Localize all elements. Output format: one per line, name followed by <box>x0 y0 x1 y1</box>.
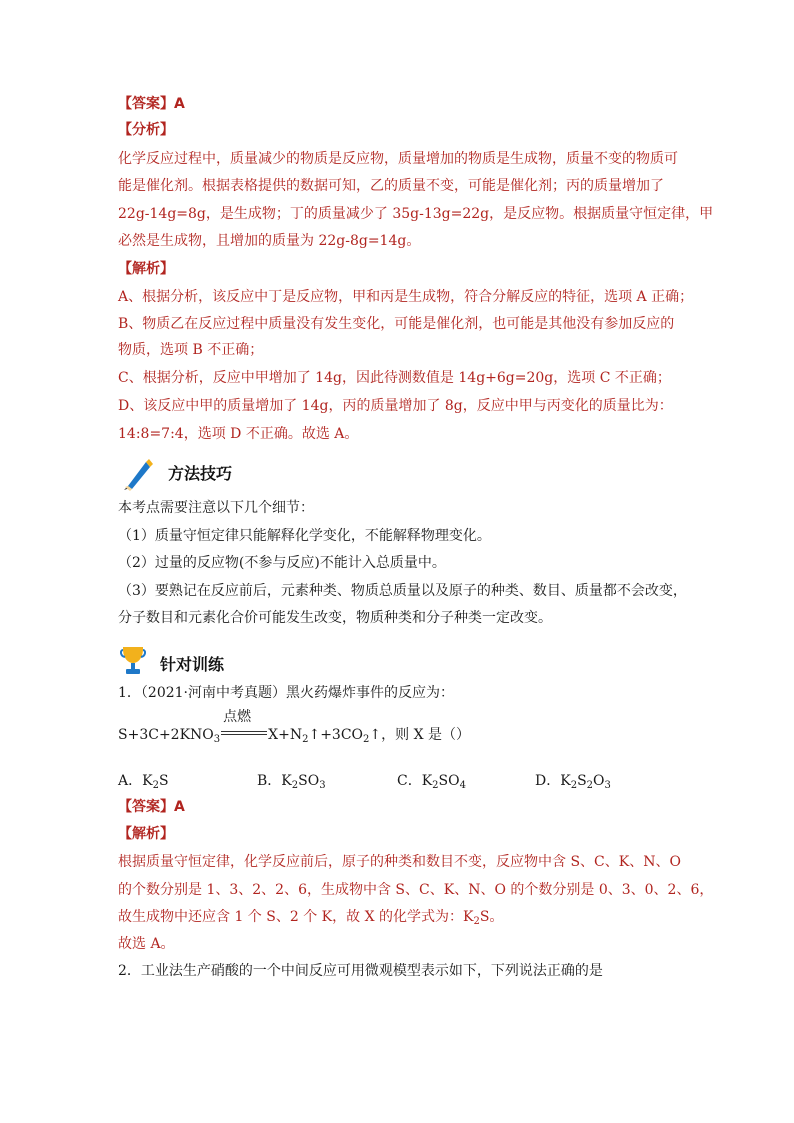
equation-product: ↑+3CO <box>308 727 364 743</box>
trophy-icon <box>120 644 146 676</box>
option-b: B．$K_2SO_3$ <box>257 773 326 791</box>
analysis-line: 能是催化剂。根据表格提供的数据可知，乙的质量不变，可能是催化剂；丙的质量增加了 <box>118 178 664 194</box>
equation-sign <box>221 731 267 735</box>
answer-label: 【答案】A <box>118 799 185 815</box>
subscript: 2 <box>363 734 370 745</box>
question-1-stem: 1．（2021·河南中考真题）黑火药爆炸事件的反应为： <box>118 685 454 701</box>
solution-title: 【解析】 <box>118 826 174 842</box>
solution-line: 物质，选项 B 不正确； <box>118 342 264 358</box>
solution-line: 14:8=7:4，选项 D 不正确。故选 A。 <box>118 426 359 442</box>
solution-line: 故生成物中还应含 1 个 S、2 个 K，故 X 的化学式为：$K_2S$。 <box>118 909 504 927</box>
solution-title: 【解析】 <box>118 261 174 277</box>
training-title: 针对训练 <box>160 655 225 674</box>
solution-line: 根据质量守恒定律，化学反应前后，原子的种类和数目不变，反应物中含 S、C、K、N、O <box>118 854 681 870</box>
solution-conclusion: 故选 A。 <box>118 936 175 952</box>
method-line: 分子数目和元素化合价可能发生改变，物质种类和分子种类一定改变。 <box>118 610 552 626</box>
option-a: A．$K_2S$ <box>118 773 169 791</box>
method-line: （3）要熟记在反应前后，元素种类、物质总质量以及原子的种类、数目、质量都不会改变， <box>118 583 687 599</box>
solution-line: D、该反应中甲的质量增加了 14g，丙的质量增加了 8g，反应中甲与丙变化的质量比为： <box>118 398 673 414</box>
subscript: 2 <box>302 734 309 745</box>
condition-label: 点燃 <box>223 709 252 725</box>
option-d: D．$K_2S_2O_3$ <box>535 773 611 791</box>
analysis-line: 必然是生成物，且增加的质量为 22g-8g=14g。 <box>118 233 421 249</box>
equation-question: ↑，则 X 是（） <box>369 727 471 743</box>
solution-line: A、根据分析，该反应中丁是反应物，甲和丙是生成物，符合分解反应的特征，选项 A 正确； <box>118 289 694 305</box>
question-2-stem: 2．工业法生产硝酸的一个中间反应可用微观模型表示如下，下列说法正确的是 <box>118 963 603 979</box>
method-title: 方法技巧 <box>168 464 233 483</box>
pencil-icon <box>120 456 158 492</box>
method-line: （1）质量守恒定律只能解释化学变化，不能解释物理变化。 <box>118 528 491 544</box>
analysis-line: 化学反应过程中，质量减少的物质是反应物，质量增加的物质是生成物，质量不变的物质可 <box>118 151 678 167</box>
solution-line: C、根据分析，反应中甲增加了 14g，因此待测数值是 14g+6g=20g，选项 C 不正确； <box>118 370 671 386</box>
method-line: （2）过量的反应物(不参与反应)不能计入总质量中。 <box>118 555 446 571</box>
answer-label: 【答案】A <box>118 96 185 112</box>
equation-product: X+N <box>268 727 303 743</box>
analysis-title: 【分析】 <box>118 122 174 138</box>
subscript: 3 <box>213 734 221 745</box>
question-1-equation <box>118 709 471 750</box>
equation-reactants: S+3C+2KNO <box>118 727 214 743</box>
analysis-line: 22g-14g=8g，是生成物；丁的质量减少了 35g-13g=22g，是反应物。根据质量守恒定律，甲 <box>118 206 714 222</box>
option-c: C．$K_2SO_4$ <box>397 773 466 791</box>
solution-line: B、物质乙在反应过程中质量没有发生变化，可能是催化剂，也可能是其他没有参加反应的 <box>118 316 675 332</box>
method-line: 本考点需要注意以下几个细节： <box>118 500 314 516</box>
solution-line: 的个数分别是 1、3、2、2、6，生成物中含 S、C、K、N、O 的个数分别是 0、3、0、2、6， <box>118 882 714 898</box>
reaction-condition <box>221 709 267 745</box>
